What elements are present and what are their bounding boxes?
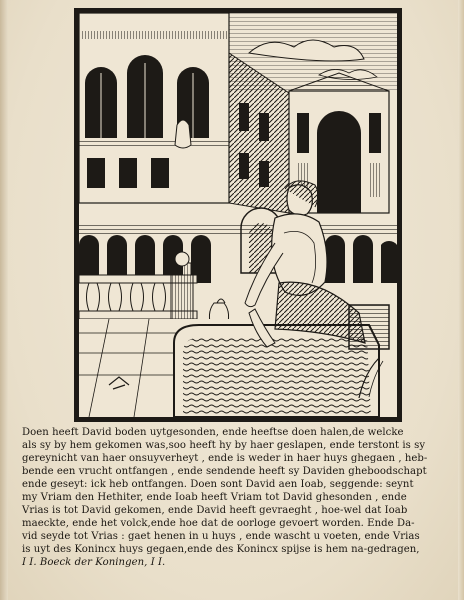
caption-line: bende een vrucht ontfangen , ende sendende heeft sy Daviden gheboodschapt — [22, 465, 427, 477]
caption-line: Doen heeft David boden uytgesonden, ende heeftse doen halen,de welcke — [22, 427, 404, 438]
paper-edge-left — [0, 0, 8, 600]
caption-line: maeckte, ende het volck,ende hoe dat de oorloge gevoert worden. Ende Da- — [22, 517, 415, 529]
caption-line: gereynicht van haer onsuyverheyt , ende is weder in haer huys ghegaen , heb- — [22, 452, 428, 464]
paper-edge-right — [458, 0, 464, 600]
caption-line: is uyt des Konincx huys gegaen,ende des Konincx spijse is hem na-gedragen, — [22, 543, 420, 555]
caption-line: ende geseyt: ick heb ontfangen. Doen sont David aen Ioab, seggende: seynt — [22, 478, 414, 490]
caption-text — [22, 427, 458, 569]
woodcut-illustration — [74, 8, 402, 422]
caption-line: vid seyde tot Vrias : gaet henen in u huys , ende wascht u voeten, ende Vrias — [22, 530, 420, 542]
caption-line: als sy by hem gekomen was,soo heeft hy by haer geslapen, ende terstont is sy — [22, 439, 426, 451]
caption-line: my Vriam den Hethiter, ende Ioab heeft Vriam tot David ghesonden , ende — [22, 491, 407, 503]
caption-line: Vrias is tot David gekomen, ende David heeft gevraeght , hoe-wel dat Ioab — [22, 504, 408, 516]
caption-reference: I I. Boeck der Koningen, I I. — [22, 556, 166, 568]
woodcut-scene — [79, 13, 397, 417]
